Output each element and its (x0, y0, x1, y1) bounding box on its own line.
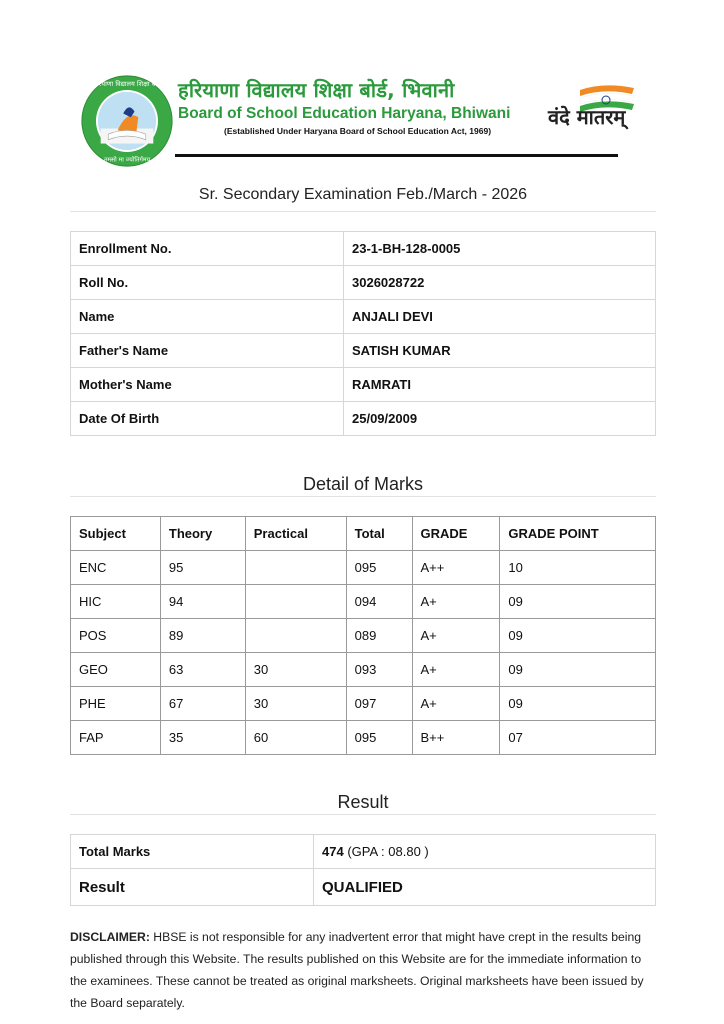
student-info-value: 23-1-BH-128-0005 (344, 232, 656, 266)
student-info-label: Roll No. (71, 266, 344, 300)
theory-cell: 94 (160, 585, 245, 619)
student-info-row (71, 232, 656, 266)
marks-column-header: Subject (71, 517, 161, 551)
hbse-logo (80, 74, 174, 168)
marks-header-row (71, 517, 656, 551)
total-cell: 095 (346, 721, 412, 755)
result-section-title: Result (70, 792, 656, 815)
practical-cell: 60 (245, 721, 346, 755)
subject-cell: PHE (71, 687, 161, 721)
total-cell: 089 (346, 619, 412, 653)
marks-row (71, 653, 656, 687)
theory-cell: 67 (160, 687, 245, 721)
student-info-label: Father's Name (71, 334, 344, 368)
marks-row (71, 551, 656, 585)
grade-cell: A+ (412, 619, 500, 653)
total-cell: 095 (346, 551, 412, 585)
student-info-row (71, 300, 656, 334)
grade-cell: A+ (412, 653, 500, 687)
practical-cell (245, 585, 346, 619)
grade-point-cell: 10 (500, 551, 656, 585)
grade-cell: B++ (412, 721, 500, 755)
student-info-value: ANJALI DEVI (344, 300, 656, 334)
marks-column-header: Total (346, 517, 412, 551)
marks-row (71, 721, 656, 755)
student-info-value: RAMRATI (344, 368, 656, 402)
theory-cell: 35 (160, 721, 245, 755)
marks-table (70, 516, 656, 755)
student-info-value: 25/09/2009 (344, 402, 656, 436)
result-table (70, 834, 656, 906)
grade-point-cell: 09 (500, 653, 656, 687)
grade-cell: A+ (412, 687, 500, 721)
marks-row (71, 585, 656, 619)
header-divider (175, 154, 618, 157)
exam-title: Sr. Secondary Examination Feb./March - 2026 (70, 186, 656, 212)
total-cell: 094 (346, 585, 412, 619)
total-cell: 097 (346, 687, 412, 721)
marks-column-header: GRADE (412, 517, 500, 551)
theory-cell: 63 (160, 653, 245, 687)
student-info-value: SATISH KUMAR (344, 334, 656, 368)
vande-mataram-emblem (542, 76, 638, 146)
board-title-hindi: हरियाणा विद्यालय शिक्षा बोर्ड, भिवानी (178, 78, 455, 102)
total-cell: 093 (346, 653, 412, 687)
student-info-label: Date Of Birth (71, 402, 344, 436)
marks-column-header: Theory (160, 517, 245, 551)
practical-cell: 30 (245, 687, 346, 721)
student-info-label: Name (71, 300, 344, 334)
result-value: QUALIFIED (314, 869, 656, 906)
logo-motto: तमसो मा ज्योतिर्गमय (103, 156, 151, 164)
student-details-table (70, 231, 656, 436)
subject-cell: HIC (71, 585, 161, 619)
grade-point-cell: 07 (500, 721, 656, 755)
practical-cell (245, 619, 346, 653)
marks-row (71, 687, 656, 721)
student-info-row (71, 334, 656, 368)
subject-cell: FAP (71, 721, 161, 755)
logo-ring-text: हरियाणा विद्यालय शिक्षा बोर्ड (93, 80, 161, 89)
marks-section-title: Detail of Marks (70, 474, 656, 497)
subject-cell: ENC (71, 551, 161, 585)
grade-point-cell: 09 (500, 687, 656, 721)
subject-cell: GEO (71, 653, 161, 687)
total-marks-row (71, 835, 656, 869)
student-info-value: 3026028722 (344, 266, 656, 300)
theory-cell: 95 (160, 551, 245, 585)
board-established-note: (Established Under Haryana Board of School Education Act, 1969) (224, 126, 492, 136)
total-marks-value: 474 (322, 844, 344, 859)
practical-cell: 30 (245, 653, 346, 687)
grade-cell: A+ (412, 585, 500, 619)
disclaimer-label: DISCLAIMER: (70, 930, 150, 944)
marks-column-header: GRADE POINT (500, 517, 656, 551)
total-marks-cell (314, 835, 656, 869)
theory-cell: 89 (160, 619, 245, 653)
student-info-row (71, 266, 656, 300)
marks-row (71, 619, 656, 653)
student-info-label: Mother's Name (71, 368, 344, 402)
student-info-label: Enrollment No. (71, 232, 344, 266)
grade-point-cell: 09 (500, 585, 656, 619)
student-info-row (71, 402, 656, 436)
disclaimer (70, 926, 656, 1014)
page-header (70, 66, 650, 166)
practical-cell (245, 551, 346, 585)
grade-cell: A++ (412, 551, 500, 585)
student-info-row (71, 368, 656, 402)
board-titles (178, 76, 548, 136)
total-marks-label: Total Marks (71, 835, 314, 869)
marks-column-header: Practical (245, 517, 346, 551)
board-title-english: Board of School Education Haryana, Bhiwani (178, 105, 511, 122)
result-label: Result (71, 869, 314, 906)
vande-mataram-text: वंदे मातरम् (548, 105, 626, 129)
subject-cell: POS (71, 619, 161, 653)
result-row (71, 869, 656, 906)
grade-point-cell: 09 (500, 619, 656, 653)
disclaimer-text: HBSE is not responsible for any inadvertent error that might have crept in the results being published through this Website. The results published on this Website are for the immediate information to the examinees. These cannot be treated as original marksheets. Original marksheets have been issued by the Board separately. (70, 930, 644, 1010)
gpa-text: (GPA : 08.80 ) (347, 844, 429, 859)
